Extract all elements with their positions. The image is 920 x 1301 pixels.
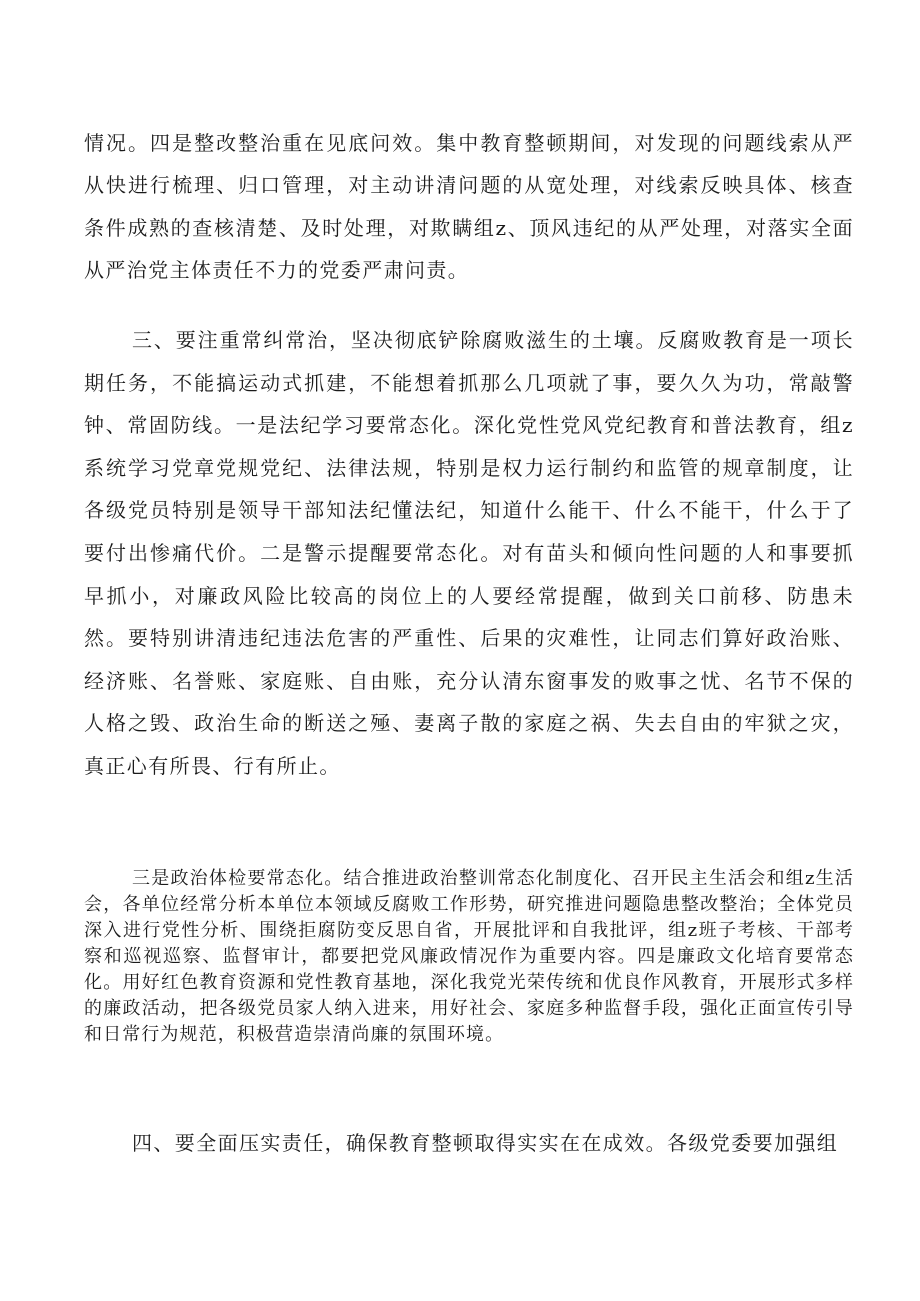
paragraph-rectification: 情况。四是整改整治重在见底问效。集中教育整顿期间，对发现的问题线索从严从快进行梳理、归口管理，对主动讲清问题的从宽处理，对线索反映具体、核查条件成熟的查核清楚、及时处理，对欺瞒组z、顶风违纪的从严处理，对落实全面从严治党主体责任不力的党委严肃问责。 bbox=[84, 131, 854, 283]
paragraph-section-four: 四、要全面压实责任，确保教育整顿取得实实在在成效。各级党委要加强组 bbox=[132, 1131, 839, 1155]
paragraph-section-three: 三、要注重常纠常治，坚决彻底铲除腐败滋生的土壤。反腐败教育是一项长期任务，不能搞运动式抓建，不能想着抓那么几项就了事，要久久为功，常敲警钟、常固防线。一是法纪学习要常态化。深化党性党风党纪教育和普法教育，组z系统学习党章党规党纪、法律法规，特别是权力运行制约和监管的规章制度，让各级党员特别是领导干部知法纪懂法纪，知道什么能干、什么不能干，什么于了要付出惨痛代价。二是警示提醒要常态化。对有苗头和倾向性问题的人和事要抓早抓小，对廉政风险比较高的岗位上的人要经常提醒，做到关口前移、防患未然。要特别讲清违纪违法危害的严重性、后果的灾难性，让同志们算好政治账、经济账、名誉账、家庭账、自由账，充分认清东窗事发的败事之忧、名节不保的人格之毁、政治生命的断送之殛、妻离子散的家庭之祸、失去自由的牢狱之灾，真正心有所畏、行有所止。 bbox=[84, 328, 854, 778]
paragraph-political-checkup: 三是政治体检要常态化。结合推进政治整训常态化制度化、召开民主生活会和组z生活会，各单位经常分析本单位本领域反腐败工作形势，研究推进问题隐患整改整治；全体党员深入进行党性分析、围绕拒腐防变反思自省，开展批评和自我批评，组z班子考核、干部考察和巡视巡察、监督审计，都要把党风廉政情况作为重要内容。四是廉政文化培育要常态化。用好红色教育资源和党性教育基地，深化我党光荣传统和优良作风教育，开展形式多样的廉政活动，把各级党员家人纳入进来，用好社会、家庭多种监督手段，强化正面宣传引导和日常行为规范，积极营造崇清尚廉的氛围环境。 bbox=[84, 868, 854, 1045]
